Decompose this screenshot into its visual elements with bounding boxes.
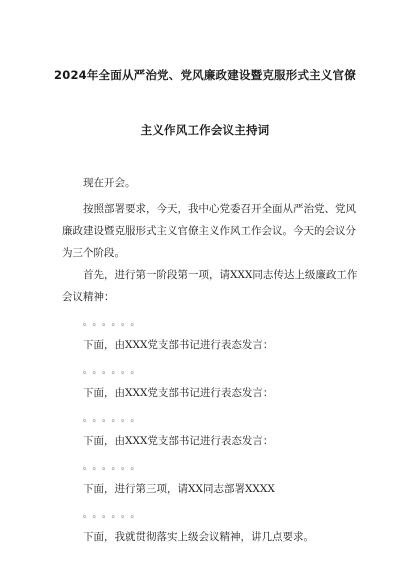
document-title-line-1: 2024年全面从严治党、党风廉政建设暨克服形式主义官僚 <box>54 68 356 82</box>
ellipsis-placeholder: 。。。。。。 <box>83 462 145 472</box>
paragraph-third-item: 下面，进行第三项，请XX同志部署XXXX <box>83 483 275 495</box>
paragraph-statement-2: 下面，由XXX党支部书记进行表态发言： <box>83 387 274 399</box>
paragraph-intro: 按照部署要求，今天，我中心党委召开全面从严治党、党风廉政建设暨克服形式主义官僚主义作风工作会议。今天的会议分为三个阶段。 <box>62 203 356 259</box>
ellipsis-placeholder: 。。。。。。 <box>83 366 145 376</box>
ellipsis-placeholder: 。。。。。。 <box>83 318 145 328</box>
paragraph-first-item: 首先，进行第一阶段第一项，请XXX同志传达上级廉政工作会议精神： <box>62 269 358 303</box>
ellipsis-placeholder: 。。。。。。 <box>83 510 145 520</box>
document-body <box>62 172 362 548</box>
paragraph-statement-3: 下面，由XXX党支部书记进行表态发言： <box>83 435 274 447</box>
paragraph-opening: 现在开会。 <box>83 177 136 189</box>
paragraph-requirements: 下面，我就贯彻落实上级会议精神，讲几点要求。 <box>83 531 314 543</box>
ellipsis-placeholder: 。。。。。。 <box>83 414 145 424</box>
document-title-line-2: 主义作风工作会议主持词 <box>140 123 270 137</box>
paragraph-statement-1: 下面，由XXX党支部书记进行表态发言： <box>83 339 274 351</box>
